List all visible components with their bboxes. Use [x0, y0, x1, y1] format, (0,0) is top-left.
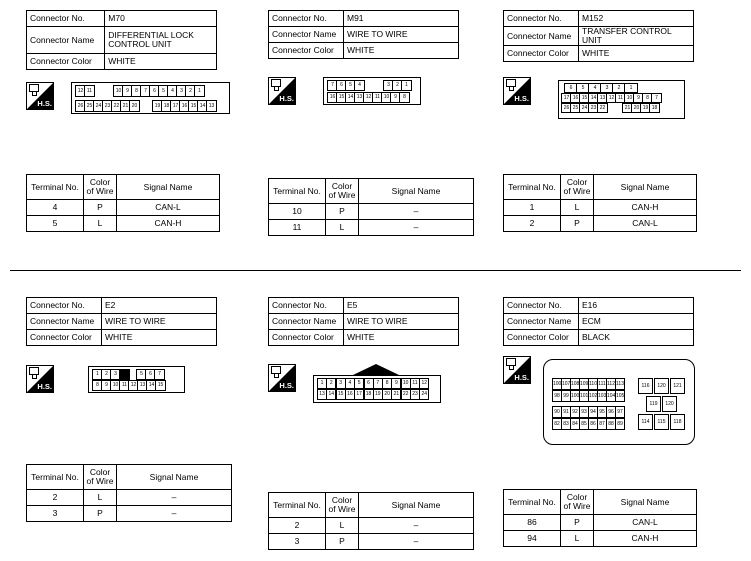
terminal-no-header: Terminal No.: [269, 179, 326, 204]
pin-cell: 11: [615, 93, 626, 103]
pin-cell: 112: [606, 378, 616, 390]
connector-latch: [353, 364, 399, 375]
terminal-no-header: Terminal No.: [504, 490, 561, 515]
pin-cell: 1: [317, 378, 327, 389]
connector-face-e16: [543, 359, 695, 445]
hs-label: H.S.: [37, 99, 52, 108]
connector-name-value: WIRE TO WIRE: [344, 314, 459, 330]
connector-info-table: [26, 10, 217, 70]
connector-icon: [506, 358, 516, 366]
pin-cell: 86: [588, 418, 598, 430]
signal-cell: –: [359, 534, 474, 550]
connector-color-label: Connector Color: [27, 54, 105, 70]
pin-cell: 6: [145, 369, 156, 380]
table-row: [269, 518, 474, 534]
hs-label: H.S.: [37, 382, 52, 391]
pin-cell: 9: [390, 92, 401, 103]
pin-cell: 84: [570, 418, 580, 430]
pin-cell: 109: [579, 378, 589, 390]
pin-cell: 11: [119, 380, 130, 391]
pin-cell: 14: [345, 92, 356, 103]
pin-cell: 21: [391, 389, 401, 400]
terminal-cell: 94: [504, 531, 561, 547]
wire-color-cell: P: [326, 534, 359, 550]
connector-no-value: E2: [102, 298, 217, 314]
connector-icon: [271, 79, 281, 87]
signal-table: [26, 174, 220, 232]
pin-cell: 12: [128, 380, 139, 391]
pin-cell: 88: [606, 418, 616, 430]
signal-cell: CAN-H: [594, 531, 697, 547]
pin-cell: 21: [120, 100, 131, 112]
pin-cell: 8: [131, 85, 142, 97]
connector-name-value: TRANSFER CONTROL UNIT: [579, 27, 694, 46]
color-of-wire-header: Color of Wire: [326, 493, 359, 518]
pin-cell: 101: [579, 390, 589, 402]
connector-color-label: Connector Color: [504, 46, 579, 62]
connector-no-value: M91: [344, 11, 459, 27]
pin-cell: 18: [649, 103, 660, 113]
pin-cell: 92: [570, 406, 580, 418]
table-row: [269, 220, 474, 236]
pin-cell: 6: [564, 83, 578, 93]
harness-side-icon: [503, 356, 531, 384]
pin-cell: 24: [579, 103, 590, 113]
connector-face-m91: [323, 77, 421, 105]
wire-color-cell: P: [84, 200, 117, 216]
pin-cell: 16: [570, 93, 581, 103]
pin-cell: 5: [158, 85, 169, 97]
pin-cell: 18: [161, 100, 172, 112]
connector-no-label: Connector No.: [27, 11, 105, 27]
wire-color-cell: L: [561, 200, 594, 216]
table-row: [27, 200, 220, 216]
connector-block-m70: [26, 10, 217, 70]
pin-cell: 120: [654, 378, 669, 394]
pin-cell: 121: [670, 378, 685, 394]
pin-cell: 7: [373, 378, 383, 389]
terminal-cell: 10: [269, 204, 326, 220]
signal-table-m70-wrap: [26, 174, 220, 232]
connector-name-value: WIRE TO WIRE: [344, 27, 459, 43]
pin-cell: 96: [606, 406, 616, 418]
connector-info-table: [503, 297, 694, 346]
pin-cell: 23: [102, 100, 113, 112]
pin-cell: 20: [129, 100, 140, 112]
pin-cell: 98: [552, 390, 562, 402]
pin-cell: 15: [336, 389, 346, 400]
connector-block-m91: [268, 10, 459, 59]
pin-cell: 94: [588, 406, 598, 418]
terminal-cell: 3: [269, 534, 326, 550]
wire-color-cell: P: [326, 204, 359, 220]
pin-cell: 7: [140, 85, 151, 97]
connector-no-value: E16: [579, 298, 694, 314]
signal-name-header: Signal Name: [359, 179, 474, 204]
pin-cell: 22: [401, 389, 411, 400]
pin-cell: 1: [92, 369, 103, 380]
connector-name-label: Connector Name: [504, 27, 579, 46]
signal-name-header: Signal Name: [594, 490, 697, 515]
signal-name-header: Signal Name: [117, 175, 220, 200]
pin-cell: 25: [84, 100, 95, 112]
connector-color-value: BLACK: [579, 330, 694, 346]
connector-face-e2: [88, 366, 185, 393]
terminal-cell: 2: [504, 216, 561, 232]
section-divider: [10, 270, 741, 271]
connector-icon: [506, 79, 516, 87]
pin-cell: 17: [170, 100, 181, 112]
pin-cell: 24: [93, 100, 104, 112]
connector-no-label: Connector No.: [269, 298, 344, 314]
pin-cell: 16: [327, 92, 338, 103]
pin-cell: 2: [185, 85, 196, 97]
connector-no-label: Connector No.: [27, 298, 102, 314]
pin-cell: 111: [597, 378, 607, 390]
connector-name-label: Connector Name: [269, 27, 344, 43]
signal-name-header: Signal Name: [117, 465, 232, 490]
connector-face-m70: [71, 82, 230, 114]
pin-cell: 99: [561, 390, 571, 402]
signal-table-e2-wrap: [26, 464, 232, 522]
connector-name-value: DIFFERENTIAL LOCK CONTROL UNIT: [105, 27, 217, 54]
connector-icon: [29, 367, 39, 375]
pin-cell: 22: [597, 103, 608, 113]
pin-cell: 10: [113, 85, 124, 97]
harness-side-icon: [26, 82, 54, 110]
terminal-cell: 3: [27, 506, 84, 522]
pin-cell: 17: [561, 93, 572, 103]
pin-cell: 14: [326, 389, 336, 400]
pin-cell: 10: [624, 93, 635, 103]
connector-face-m152: [558, 80, 685, 119]
pin-cell: 100: [552, 378, 562, 390]
pin-cell: 114: [638, 414, 653, 430]
pin-cell: 8: [382, 378, 392, 389]
pin-cell: 13: [317, 389, 327, 400]
pin-cell: 90: [552, 406, 562, 418]
pin-cell: 103: [597, 390, 607, 402]
wire-color-cell: P: [84, 506, 117, 522]
signal-cell: –: [359, 204, 474, 220]
connector-color-value: WHITE: [344, 330, 459, 346]
pin-cell: 10: [381, 92, 392, 103]
pin-cell: 14: [197, 100, 208, 112]
pin-cell: 19: [640, 103, 651, 113]
pin-cell: 2: [392, 80, 403, 91]
pin-cell: 7: [327, 80, 338, 91]
color-of-wire-header: Color of Wire: [561, 175, 594, 200]
pin-cell: 110: [588, 378, 598, 390]
pin-cell: 5: [345, 80, 356, 91]
signal-cell: CAN-L: [594, 216, 697, 232]
hs-label: H.S.: [279, 381, 294, 390]
pin-cell: 3: [176, 85, 187, 97]
connector-name-label: Connector Name: [27, 314, 102, 330]
pin-cell: 9: [122, 85, 133, 97]
connector-info-table: [268, 297, 459, 346]
pin-cell: 119: [646, 396, 661, 412]
signal-table: [26, 464, 232, 522]
signal-table: [268, 492, 474, 550]
signal-cell: CAN-L: [594, 515, 697, 531]
table-row: [504, 200, 697, 216]
signal-name-header: Signal Name: [359, 493, 474, 518]
connector-color-label: Connector Color: [269, 330, 344, 346]
pin-cell: 11: [84, 85, 95, 97]
signal-table-e16-wrap: [503, 489, 697, 547]
pin-cell: 16: [179, 100, 190, 112]
pin-cell: 3: [383, 80, 394, 91]
pin-cell: 3: [600, 83, 614, 93]
signal-name-header: Signal Name: [594, 175, 697, 200]
pin-cell: 15: [188, 100, 199, 112]
pin-cell: 113: [615, 378, 625, 390]
table-row: [269, 204, 474, 220]
pin-cell: 13: [354, 92, 365, 103]
pin-cell: 19: [152, 100, 163, 112]
signal-cell: –: [359, 518, 474, 534]
connector-info-table: [26, 297, 217, 346]
harness-side-icon: [268, 77, 296, 105]
pin-cell: 3: [336, 378, 346, 389]
signal-table: [503, 489, 697, 547]
wire-color-cell: L: [326, 220, 359, 236]
signal-cell: –: [359, 220, 474, 236]
pin-cell: 14: [146, 380, 157, 391]
pin-cell: 118: [670, 414, 685, 430]
pin-cell: 4: [167, 85, 178, 97]
pin-cell: 24: [419, 389, 429, 400]
pin-cell: 2: [612, 83, 626, 93]
connector-no-label: Connector No.: [504, 298, 579, 314]
pin-cell: 22: [111, 100, 122, 112]
table-row: [504, 515, 697, 531]
connector-color-value: WHITE: [344, 43, 459, 59]
table-row: [504, 216, 697, 232]
connector-color-value: WHITE: [105, 54, 217, 70]
pin-cell: 11: [372, 92, 383, 103]
pin-cell: 4: [354, 80, 365, 91]
connector-block-e16: [503, 297, 694, 346]
connector-no-label: Connector No.: [269, 11, 344, 27]
connector-name-value: WIRE TO WIRE: [102, 314, 217, 330]
connector-block-e5: [268, 297, 459, 346]
pin-cell: 13: [597, 93, 608, 103]
wire-color-cell: P: [561, 515, 594, 531]
pin-cell: 15: [155, 380, 166, 391]
connector-block-m152: [503, 10, 694, 62]
signal-table-m152-wrap: [503, 174, 697, 232]
pin-cell: 5: [354, 378, 364, 389]
pin-cell: 1: [624, 83, 638, 93]
pin-cell: 26: [561, 103, 572, 113]
pin-cell: 87: [597, 418, 607, 430]
pin-cell: 6: [336, 80, 347, 91]
pin-cell: 14: [588, 93, 599, 103]
connector-no-value: M152: [579, 11, 694, 27]
connector-name-label: Connector Name: [27, 27, 105, 54]
pin-cell: 5: [136, 369, 147, 380]
pin-cell: 12: [75, 85, 86, 97]
connector-color-label: Connector Color: [269, 43, 344, 59]
pin-cell: 4: [345, 378, 355, 389]
terminal-no-header: Terminal No.: [269, 493, 326, 518]
terminal-cell: 5: [27, 216, 84, 232]
pin-cell: 85: [579, 418, 589, 430]
pin-cell: 8: [92, 380, 103, 391]
pin-cell: 21: [622, 103, 633, 113]
table-row: [504, 531, 697, 547]
wire-color-cell: L: [84, 216, 117, 232]
pin-cell: 100: [570, 390, 580, 402]
pin-cell: 102: [588, 390, 598, 402]
pin-cell: 82: [552, 418, 562, 430]
pin-cell: 15: [579, 93, 590, 103]
pin-cell: 120: [662, 396, 677, 412]
pin-cell: 23: [410, 389, 420, 400]
signal-table-e5-wrap: [268, 492, 474, 550]
signal-table: [503, 174, 697, 232]
pin-cell: 5: [576, 83, 590, 93]
pin-cell: 20: [382, 389, 392, 400]
color-of-wire-header: Color of Wire: [84, 465, 117, 490]
pin-cell: 18: [364, 389, 374, 400]
pin-cell: 20: [631, 103, 642, 113]
pin-cell: 2: [101, 369, 112, 380]
pin-cell: 89: [615, 418, 625, 430]
pin-cell: 8: [399, 92, 410, 103]
wire-color-cell: L: [326, 518, 359, 534]
pin-cell: 9: [633, 93, 644, 103]
pin-cell: 7: [651, 93, 662, 103]
connector-color-label: Connector Color: [504, 330, 579, 346]
pin-cell: 23: [588, 103, 599, 113]
harness-side-icon: [26, 365, 54, 393]
signal-table: [268, 178, 474, 236]
signal-cell: –: [117, 490, 232, 506]
terminal-no-header: Terminal No.: [504, 175, 561, 200]
pin-cell: 26: [75, 100, 86, 112]
pin-cell: 10: [110, 380, 121, 391]
hs-label: H.S.: [514, 373, 529, 382]
connector-name-value: ECM: [579, 314, 694, 330]
pin-cell: 15: [336, 92, 347, 103]
pin-cell: 13: [137, 380, 148, 391]
hs-label: H.S.: [279, 94, 294, 103]
table-row: [27, 490, 232, 506]
connector-face-e5: [313, 375, 441, 403]
connector-block-e2: [26, 297, 217, 346]
connector-name-label: Connector Name: [504, 314, 579, 330]
pin-cell: 13: [206, 100, 217, 112]
pin-cell: 108: [570, 378, 580, 390]
connector-color-label: Connector Color: [27, 330, 102, 346]
pin-cell: 9: [101, 380, 112, 391]
connector-icon: [29, 84, 39, 92]
harness-side-icon: [268, 364, 296, 392]
signal-cell: CAN-H: [117, 216, 220, 232]
pin-cell: 6: [149, 85, 160, 97]
pin-cell: 8: [642, 93, 653, 103]
signal-table-m91-wrap: [268, 178, 474, 236]
pin-cell: 95: [597, 406, 607, 418]
terminal-cell: 2: [269, 518, 326, 534]
pin-cell: 91: [561, 406, 571, 418]
table-row: [269, 534, 474, 550]
signal-cell: CAN-H: [594, 200, 697, 216]
color-of-wire-header: Color of Wire: [84, 175, 117, 200]
pin-cell: 107: [561, 378, 571, 390]
pin-cell: 10: [401, 378, 411, 389]
terminal-cell: 1: [504, 200, 561, 216]
pin-cell: 16: [345, 389, 355, 400]
terminal-cell: 2: [27, 490, 84, 506]
wire-color-cell: P: [561, 216, 594, 232]
wire-color-cell: L: [84, 490, 117, 506]
pin-cell: 4: [119, 369, 130, 380]
signal-cell: CAN-L: [117, 200, 220, 216]
connector-no-value: E5: [344, 298, 459, 314]
pin-cell: 12: [419, 378, 429, 389]
pin-cell: 12: [363, 92, 374, 103]
pin-cell: 105: [615, 390, 625, 402]
terminal-cell: 86: [504, 515, 561, 531]
pin-cell: 4: [588, 83, 602, 93]
pin-cell: 11: [410, 378, 420, 389]
pin-cell: 9: [391, 378, 401, 389]
pin-cell: 25: [570, 103, 581, 113]
connector-icon: [271, 366, 281, 374]
connector-color-value: WHITE: [102, 330, 217, 346]
hs-label: H.S.: [514, 94, 529, 103]
pin-cell: 1: [401, 80, 412, 91]
pin-cell: 115: [654, 414, 669, 430]
pin-cell: 1: [194, 85, 205, 97]
connector-name-label: Connector Name: [269, 314, 344, 330]
pin-cell: 3: [110, 369, 121, 380]
connector-info-table: [503, 10, 694, 62]
pin-cell: 17: [354, 389, 364, 400]
connector-no-value: M70: [105, 11, 217, 27]
connector-color-value: WHITE: [579, 46, 694, 62]
harness-side-icon: [503, 77, 531, 105]
pin-cell: 83: [561, 418, 571, 430]
connector-info-table: [268, 10, 459, 59]
color-of-wire-header: Color of Wire: [561, 490, 594, 515]
pin-cell: 6: [364, 378, 374, 389]
table-row: [27, 506, 232, 522]
table-row: [27, 216, 220, 232]
pin-cell: 7: [154, 369, 165, 380]
terminal-no-header: Terminal No.: [27, 465, 84, 490]
wire-color-cell: L: [561, 531, 594, 547]
pin-cell: 104: [606, 390, 616, 402]
color-of-wire-header: Color of Wire: [326, 179, 359, 204]
pin-cell: 97: [615, 406, 625, 418]
connector-no-label: Connector No.: [504, 11, 579, 27]
terminal-no-header: Terminal No.: [27, 175, 84, 200]
terminal-cell: 4: [27, 200, 84, 216]
pin-cell: 116: [638, 378, 653, 394]
terminal-cell: 11: [269, 220, 326, 236]
signal-cell: –: [117, 506, 232, 522]
pin-cell: 12: [606, 93, 617, 103]
pin-cell: 2: [326, 378, 336, 389]
pin-cell: 93: [579, 406, 589, 418]
pin-cell: 19: [373, 389, 383, 400]
